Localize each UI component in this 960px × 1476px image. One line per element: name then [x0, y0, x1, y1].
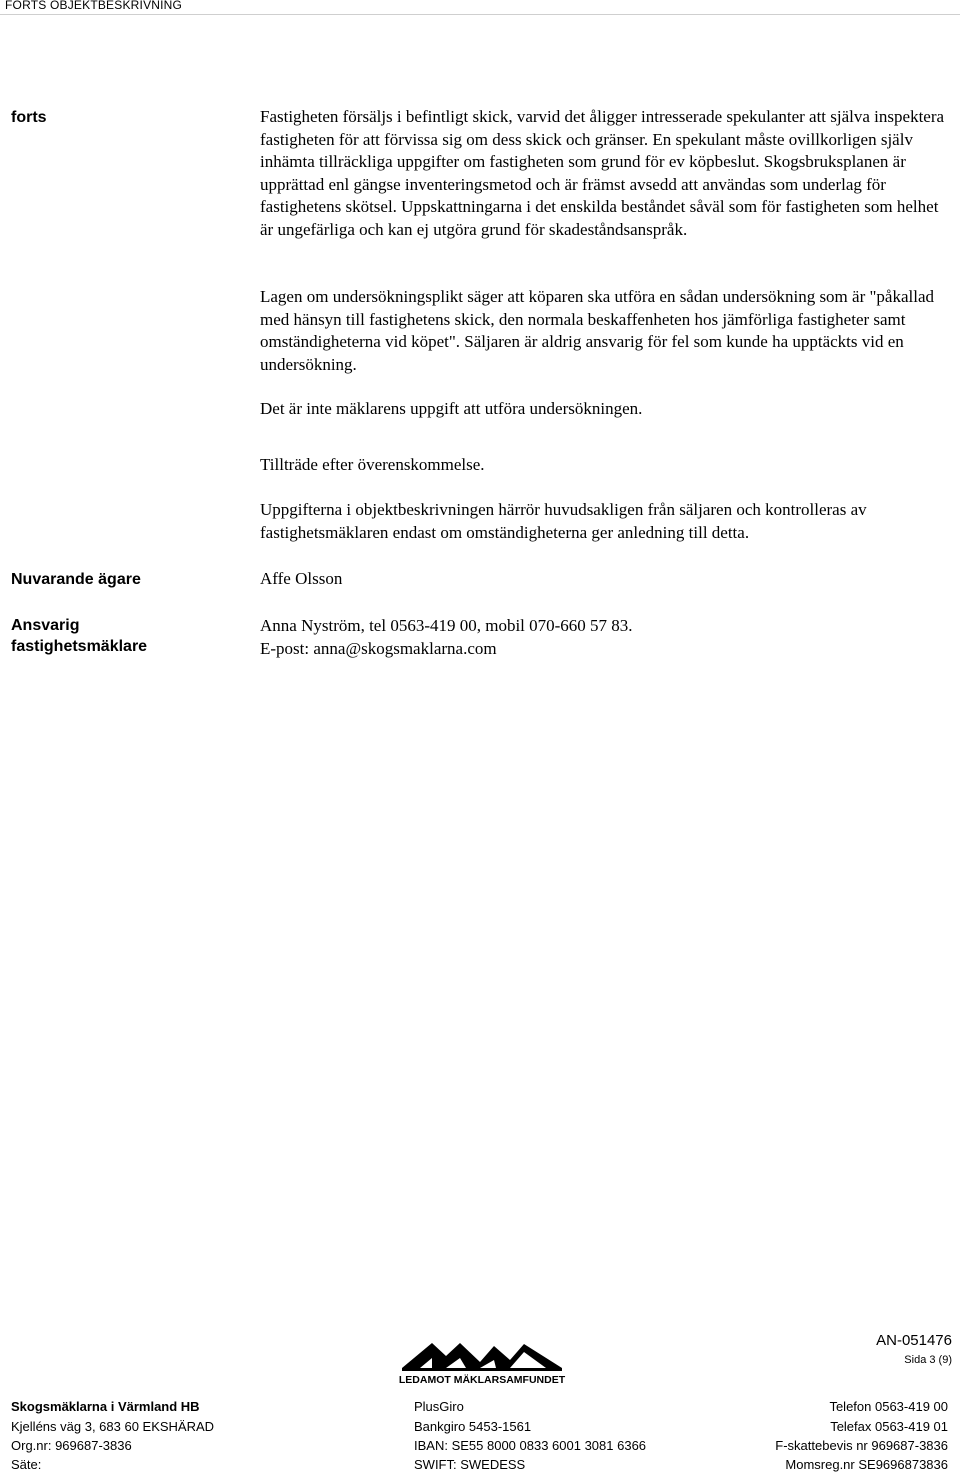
logo-text: LEDAMOT MÄKLARSAMFUNDET [398, 1374, 566, 1386]
fax: Telefax 0563-419 01 [830, 1419, 948, 1434]
broker-label [11, 615, 147, 657]
broker-email-line: E-post: anna@skogsmaklarna.com [260, 638, 497, 658]
iban: IBAN: SE55 8000 0833 6001 3081 6366 [414, 1438, 647, 1453]
broker-duty-paragraph: Det är inte mäklarens uppgift att utföra undersökningen. [260, 399, 643, 418]
access-paragraph: Tillträde efter överenskommelse. [260, 455, 485, 474]
inspection-duty-paragraph: Lagen om undersökningsplikt säger att köparen ska utföra en sådan undersökning som är "påkallad med hänsyn till fastighetens skick, den normala beskaffenheten hos jämförliga fastigheter samt omständigheterna vid köpet". Säljaren är aldrig ansvarig för fel som kunde ha upptäckts vid en undersökning. [260, 287, 935, 374]
forts-label: forts [11, 109, 47, 126]
tax-certificate: F-skattebevis nr 969687-3836 [775, 1438, 948, 1453]
company-seat: Säte: [11, 1457, 42, 1472]
owner-value: Affe Olsson [260, 569, 343, 588]
plusgiro: PlusGiro [414, 1399, 464, 1414]
information-source-paragraph: Uppgifterna i objektbeskrivningen härrör huvudsakligen från säljaren och kontrolleras av fastighetsmäklaren endast om omständigheterna ger anledning till detta. [260, 500, 867, 542]
page-number: Sida 3 (9) [904, 1354, 952, 1366]
phone: Telefon 0563-419 00 [829, 1399, 948, 1414]
swift: SWIFT: SWEDESS [414, 1457, 526, 1472]
disclaimer-paragraph: Fastigheten försäljs i befintligt skick, varvid det åligger intresserade spekulanter att själva inspektera fastigheten för att förvissa sig om dess skick och gränser. En spekulant måste ovillkorligen själv inhämta tillräckliga uppgifter om fastigheten som grund för ev köpbeslut. Skogsbruksplanen är upprättad enl gängse inventeringsmetod och är främst avsedd att användas som underlag för fastighetens skötsel. Uppskattningarna i det enskilda beståndet såväl som för fastigheten som helhet är ungefärliga och kan ej utgöra grund för skadeståndsanspråk. [260, 107, 945, 239]
bankgiro: Bankgiro 5453-1561 [414, 1419, 532, 1434]
broker-label-line1: Ansvarig [11, 617, 80, 634]
page-header [0, 0, 960, 15]
vat-number: Momsreg.nr SE9696873836 [785, 1457, 948, 1472]
header-title: FORTS OBJEKTBESKRIVNING [5, 0, 183, 12]
broker-phone-line: Anna Nyström, tel 0563-419 00, mobil 070-660 57 83. [260, 616, 633, 635]
company-address: Kjelléns väg 3, 683 60 EKSHÄRAD [11, 1419, 215, 1434]
reference-id: AN-051476 [876, 1332, 952, 1349]
broker-contact [260, 615, 952, 660]
owner-label: Nuvarande ägare [11, 571, 141, 588]
maklarsamfundet-logo [396, 1338, 568, 1386]
company-name: Skogsmäklarna i Värmland HB [11, 1399, 200, 1414]
broker-label-line2: fastighetsmäklare [11, 638, 148, 655]
company-orgnr: Org.nr: 969687-3836 [11, 1438, 132, 1453]
